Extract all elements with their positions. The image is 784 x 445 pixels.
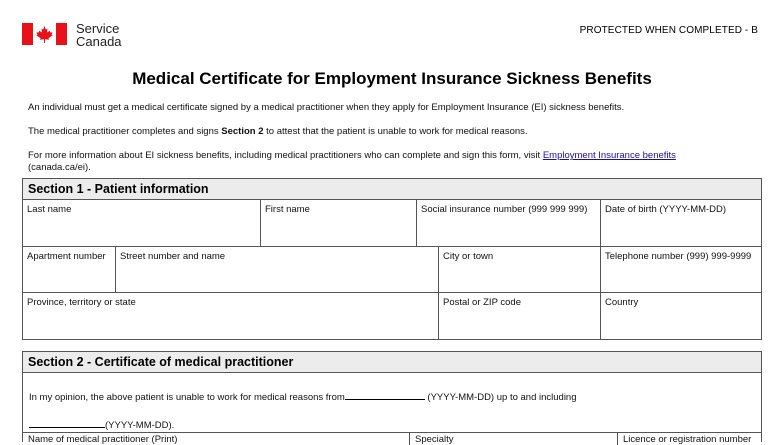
service-canada-wordmark — [76, 22, 122, 48]
first-name-label: First name — [265, 204, 310, 215]
apartment-label: Apartment number — [27, 251, 106, 262]
section-1-row-1 — [22, 200, 762, 247]
telephone-field[interactable] — [601, 247, 762, 293]
last-name-field[interactable] — [23, 200, 261, 247]
section-1-row-3 — [22, 293, 762, 340]
intro-p3-text: For more information about EI sickness benefits, including medical practitioners who can complete and sign this form, visit — [28, 150, 543, 161]
dob-field[interactable] — [601, 200, 762, 247]
opinion-text-mid: (YYYY-MM-DD) up to and including — [427, 392, 577, 403]
telephone-label: Telephone number (999) 999-9999 — [605, 251, 752, 262]
sin-field[interactable] — [417, 200, 601, 247]
postal-label: Postal or ZIP code — [443, 297, 521, 308]
intro-paragraph-2 — [28, 126, 528, 138]
practitioner-row — [23, 432, 761, 445]
province-label: Province, territory or state — [27, 297, 136, 308]
postal-field[interactable] — [439, 293, 601, 340]
page-title: Medical Certificate for Employment Insurance Sickness Benefits — [132, 69, 652, 88]
street-label: Street number and name — [120, 251, 226, 262]
section-2-body — [22, 372, 762, 445]
section-1-row-2 — [22, 247, 762, 293]
opinion-text-end: (YYYY-MM-DD). — [105, 420, 175, 431]
intro-p3-text-end: (canada.ca/ei). — [28, 162, 91, 173]
sin-label: Social insurance number (999 999 999) — [421, 204, 588, 215]
intro-paragraph-3 — [28, 150, 758, 174]
protected-label: PROTECTED WHEN COMPLETED - B — [579, 25, 758, 36]
brand-line-2: Canada — [76, 34, 122, 49]
last-name-label: Last name — [27, 204, 72, 215]
first-name-field[interactable] — [261, 200, 417, 247]
from-date-input[interactable] — [345, 390, 425, 400]
street-field[interactable] — [116, 247, 439, 293]
licence-label: Licence or registration number — [623, 434, 752, 445]
opinion-text: In my opinion, the above patient is unable to work for medical reasons from — [29, 392, 345, 403]
intro-paragraph-1: An individual must get a medical certificate signed by a medical practitioner when they apply for Employment Insurance (EI) sickness benefits. — [28, 102, 625, 113]
province-field[interactable] — [23, 293, 439, 340]
dob-label: Date of birth (YYYY-MM-DD) — [605, 204, 727, 215]
divider — [617, 433, 618, 445]
city-label: City or town — [443, 251, 494, 262]
country-field[interactable] — [601, 293, 762, 340]
to-date-input[interactable] — [29, 418, 105, 428]
intro-p2-text: The medical practitioner completes and signs — [28, 126, 222, 137]
brand-line-1: Service — [76, 21, 120, 36]
opinion-line-2 — [29, 418, 174, 431]
practitioner-name-label: Name of medical practitioner (Print) — [28, 434, 178, 445]
country-label: Country — [605, 297, 639, 308]
intro-p2-text-end: to attest that the patient is unable to work for medical reasons. — [263, 126, 528, 137]
section-2-header: Section 2 - Certificate of medical practitioner — [22, 351, 762, 373]
specialty-label: Specialty — [415, 434, 454, 445]
ei-benefits-link[interactable]: Employment Insurance benefits — [542, 150, 676, 161]
section-1-header: Section 1 - Patient information — [22, 178, 762, 200]
apartment-field[interactable] — [23, 247, 116, 293]
canada-flag-logo — [22, 23, 67, 45]
city-field[interactable] — [439, 247, 601, 293]
divider — [409, 433, 410, 445]
opinion-line — [29, 390, 577, 403]
intro-p2-bold: Section 2 — [221, 126, 264, 137]
